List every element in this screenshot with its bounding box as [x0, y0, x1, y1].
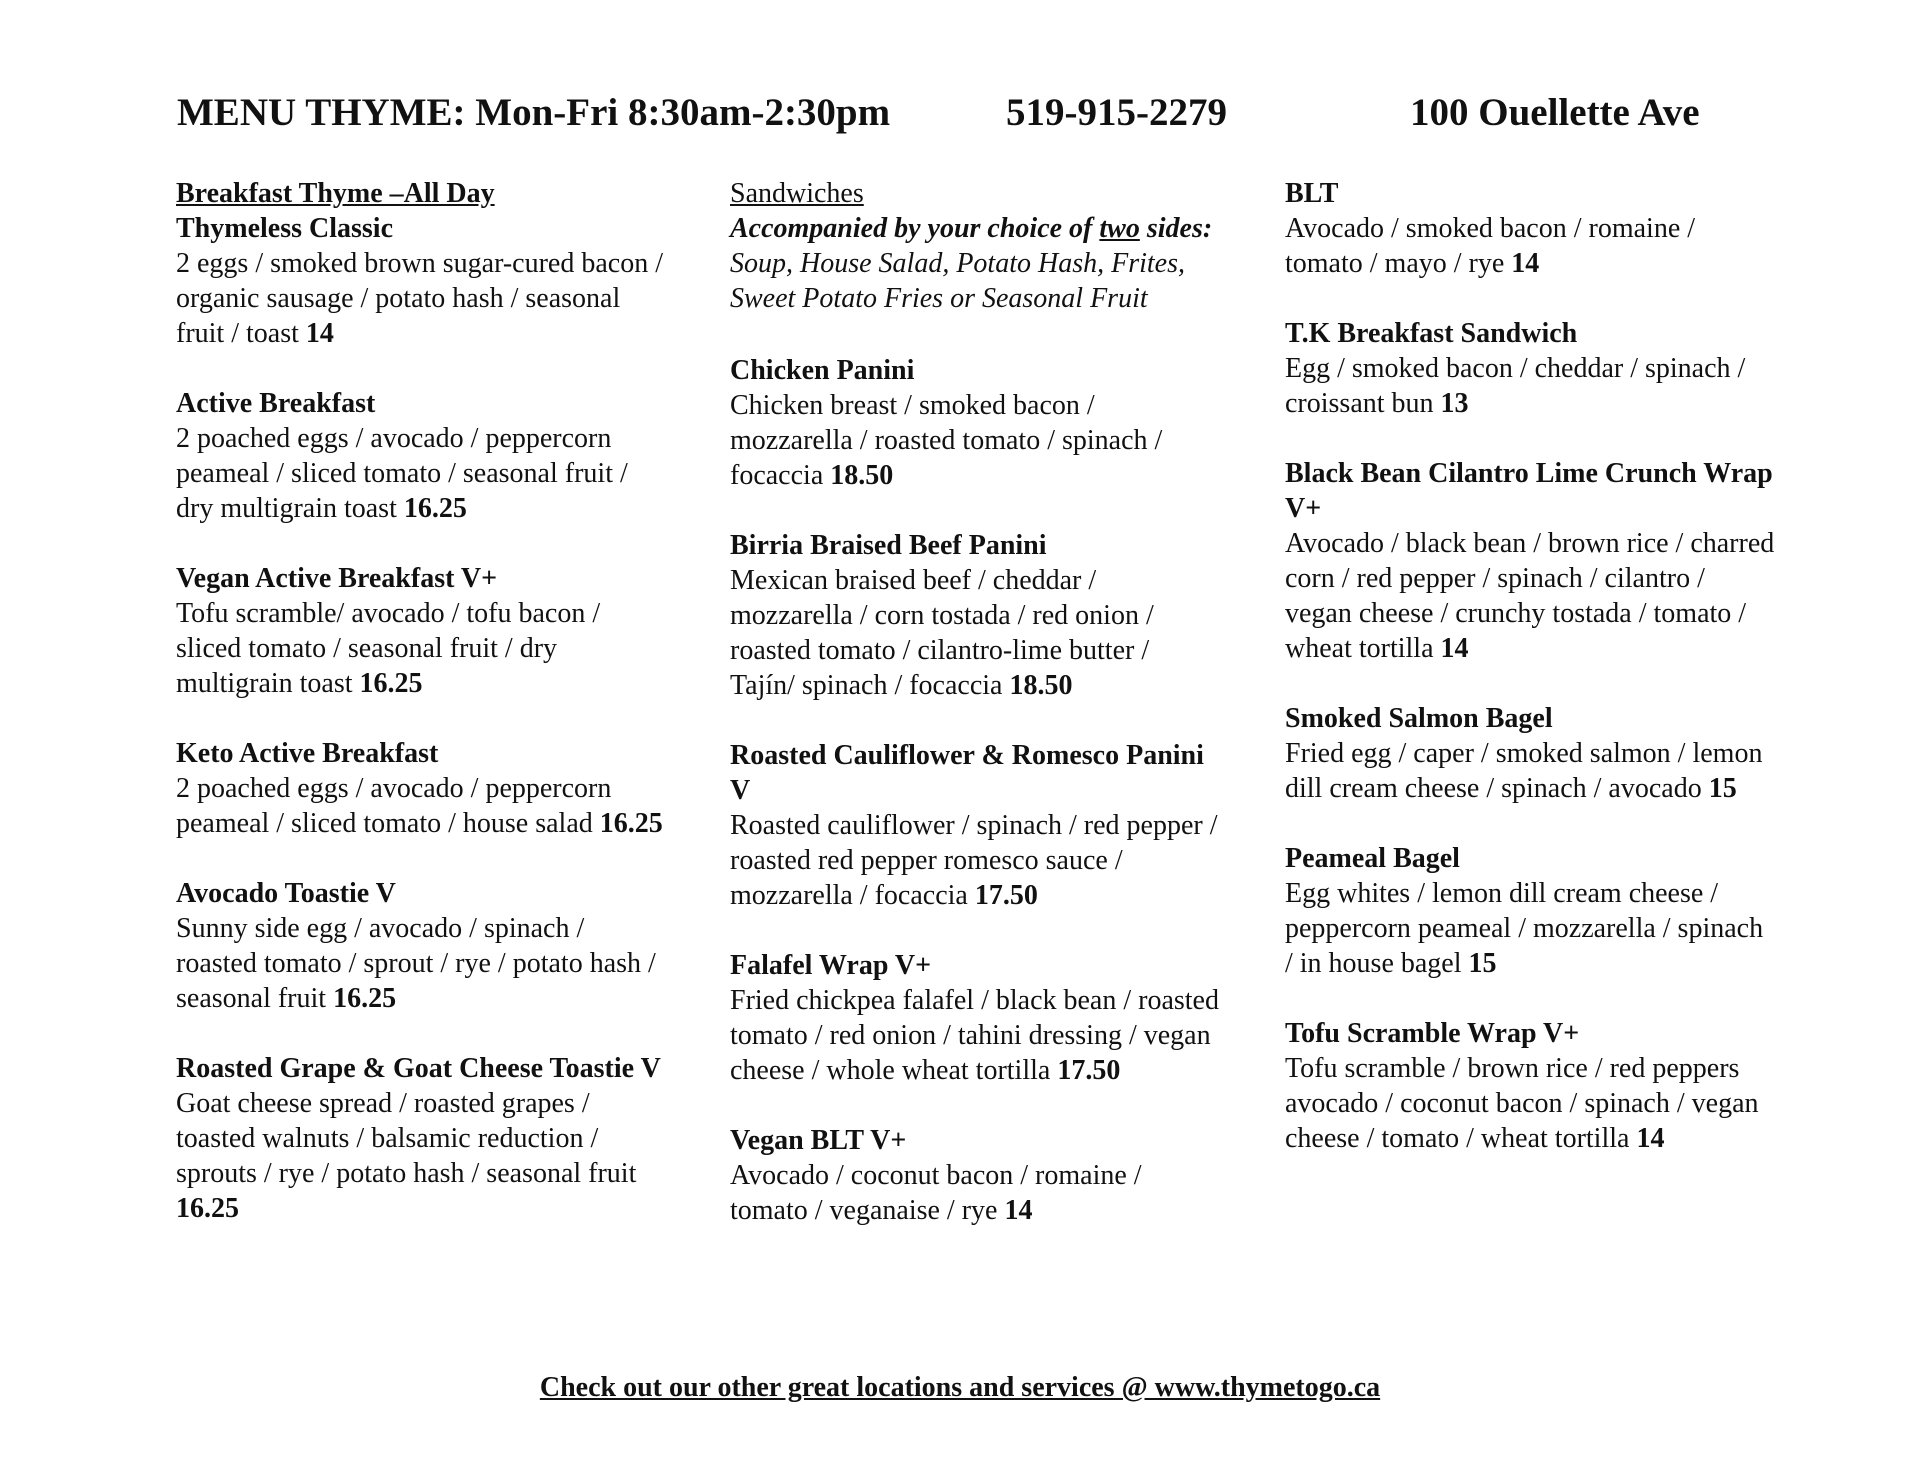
item-description: Avocado / coconut bacon / romaine / tomato / veganaise / rye 14 [730, 1160, 1142, 1226]
item-price: 16.25 [599, 808, 663, 839]
item-name: Peameal Bagel [1285, 843, 1460, 874]
menu-item [1285, 176, 1775, 281]
item-description: Egg whites / lemon dill cream cheese / peppercorn peameal / mozzarella / spinach / in house bagel 15 [1285, 878, 1764, 979]
item-price: 14 [305, 318, 334, 349]
menu-item [1285, 841, 1775, 981]
menu-item [1285, 1016, 1775, 1156]
item-price: 17.50 [974, 880, 1038, 911]
menu-item [1285, 701, 1775, 806]
menu-item [730, 353, 1220, 493]
sandwiches-heading: Sandwiches [730, 178, 864, 209]
item-price: 14 [1440, 633, 1469, 664]
item-description: Sunny side egg / avocado / spinach / roasted tomato / sprout / rye / potato hash / seasonal fruit 16.25 [176, 913, 656, 1014]
item-description: Tofu scramble/ avocado / tofu bacon / sliced tomato / seasonal fruit / dry multigrain toast 16.25 [176, 598, 601, 699]
item-description: Fried chickpea falafel / black bean / roasted tomato / red onion / tahini dressing / vegan cheese / whole wheat tortilla 17.50 [730, 985, 1219, 1086]
breakfast-heading: Breakfast Thyme –All Day [176, 178, 495, 209]
item-description: 2 poached eggs / avocado / peppercorn peameal / sliced tomato / seasonal fruit / dry multigrain toast 16.25 [176, 423, 628, 524]
item-price: 14 [1511, 248, 1540, 279]
item-name: Avocado Toastie V [176, 878, 396, 909]
item-name: Keto Active Breakfast [176, 738, 439, 769]
item-price: 14 [1636, 1123, 1665, 1154]
menu-item [176, 876, 666, 1016]
item-name: Thymeless Classic [176, 213, 393, 244]
item-price: 16.25 [176, 1193, 239, 1224]
menu-header [177, 88, 1817, 138]
phone-number: 519-915-2279 [1006, 91, 1227, 134]
item-price: 15 [1708, 773, 1737, 804]
item-name: Vegan BLT V+ [730, 1125, 907, 1156]
item-name: Roasted Cauliflower & Romesco Panini V [730, 740, 1204, 806]
item-description: Avocado / smoked bacon / romaine / tomato / mayo / rye 14 [1285, 213, 1696, 279]
website-footer-link[interactable]: Check out our other great locations and services @ www.thymetogo.ca [539, 1372, 1381, 1403]
menu-item [176, 1051, 666, 1226]
item-name: Tofu Scramble Wrap V+ [1285, 1018, 1580, 1049]
sandwiches-column [730, 176, 1220, 1263]
more-items-column [1285, 176, 1775, 1191]
item-description: Tofu scramble / brown rice / red peppers avocado / coconut bacon / spinach / vegan cheese / tomato / wheat tortilla 14 [1285, 1053, 1759, 1154]
item-price: 18.50 [830, 460, 894, 491]
item-description: Chicken breast / smoked bacon / mozzarella / roasted tomato / spinach / focaccia 18.50 [730, 390, 1163, 491]
menu-item [176, 561, 666, 701]
item-name: Active Breakfast [176, 388, 376, 419]
item-name: T.K Breakfast Sandwich [1285, 318, 1578, 349]
item-description: Mexican braised beef / cheddar / mozzarella / corn tostada / red onion / roasted tomato / cilantro-lime butter / Tajín/ spinach / focaccia 18.50 [730, 565, 1154, 701]
item-description: 2 eggs / smoked brown sugar-cured bacon / organic sausage / potato hash / seasonal fruit / toast 14 [176, 248, 663, 349]
menu-item [176, 736, 666, 841]
item-description: Fried egg / caper / smoked salmon / lemon dill cream cheese / spinach / avocado 15 [1285, 738, 1763, 804]
address: 100 Ouellette Ave [1410, 91, 1700, 134]
sides-note: Accompanied by your choice of two sides: Soup, House Salad, Potato Hash, Frites, Sweet Potato Fries or Seasonal Fruit [730, 213, 1213, 314]
menu-item [1285, 456, 1775, 666]
menu-item [730, 528, 1220, 703]
menu-title: MENU THYME: Mon-Fri 8:30am-2:30pm [177, 91, 891, 134]
item-description: Avocado / black bean / brown rice / charred corn / red pepper / spinach / cilantro / vegan cheese / crunchy tostada / tomato / wheat tortilla 14 [1285, 528, 1775, 664]
item-name: Falafel Wrap V+ [730, 950, 932, 981]
menu-item [176, 386, 666, 526]
item-description: Egg / smoked bacon / cheddar / spinach / croissant bun 13 [1285, 353, 1746, 419]
breakfast-column [176, 176, 666, 1261]
item-name: BLT [1285, 178, 1339, 209]
item-description: Goat cheese spread / roasted grapes / toasted walnuts / balsamic reduction / sprouts / rye / potato hash / seasonal fruit 16.25 [176, 1088, 637, 1224]
menu-item [730, 948, 1220, 1088]
item-description: 2 poached eggs / avocado / peppercorn peameal / sliced tomato / house salad 16.25 [176, 773, 663, 839]
item-price: 16.25 [333, 983, 397, 1014]
item-price: 14 [1004, 1195, 1033, 1226]
item-price: 15 [1468, 948, 1497, 979]
item-price: 13 [1440, 388, 1469, 419]
item-name: Vegan Active Breakfast V+ [176, 563, 498, 594]
item-name: Roasted Grape & Goat Cheese Toastie V [176, 1053, 661, 1084]
item-name: Smoked Salmon Bagel [1285, 703, 1553, 734]
menu-item [176, 211, 666, 351]
item-name: Chicken Panini [730, 355, 915, 386]
item-price: 17.50 [1057, 1055, 1121, 1086]
menu-item [1285, 316, 1775, 421]
item-price: 16.25 [359, 668, 423, 699]
item-price: 16.25 [403, 493, 467, 524]
item-name: Black Bean Cilantro Lime Crunch Wrap V+ [1285, 458, 1773, 524]
item-price: 18.50 [1009, 670, 1073, 701]
menu-item [730, 1123, 1220, 1228]
item-description: Roasted cauliflower / spinach / red pepper / roasted red pepper romesco sauce / mozzarella / focaccia 17.50 [730, 810, 1218, 911]
menu-item [730, 738, 1220, 913]
item-name: Birria Braised Beef Panini [730, 530, 1047, 561]
